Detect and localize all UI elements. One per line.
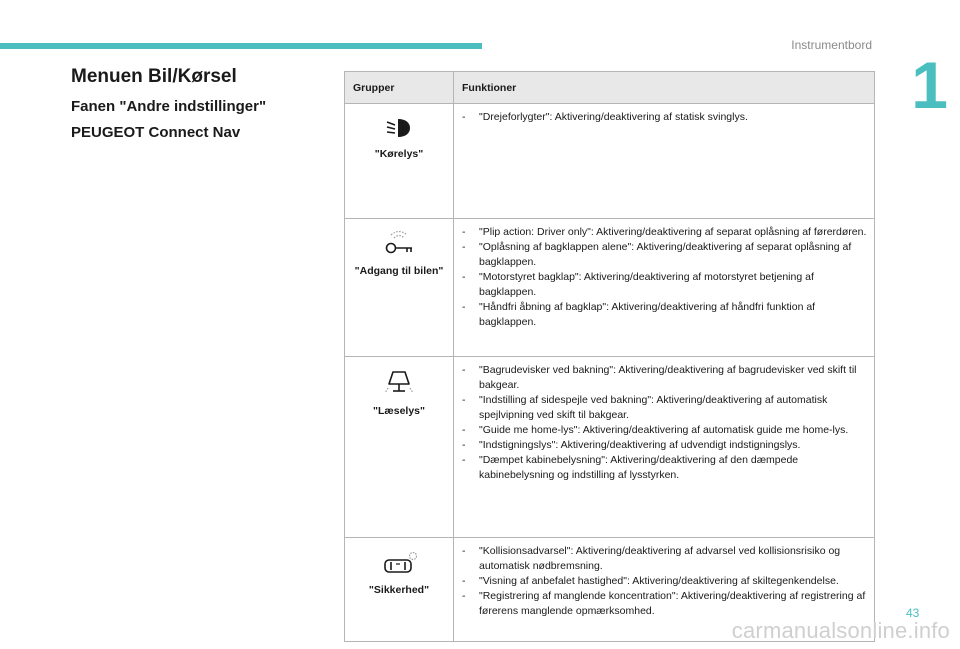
function-item: - "Indstigningslys": Aktivering/deaktivering af udvendigt indstigningslys.: [462, 438, 868, 453]
reading-lamp-icon: [382, 369, 416, 397]
function-item: - "Plip action: Driver only": Aktivering/deaktivering af separat oplåsning af førerdøren.: [462, 225, 868, 240]
tab-subtitle: Fanen "Andre indstillinger": [71, 98, 267, 115]
group-label: "Læselys": [373, 405, 425, 417]
function-item: - "Motorstyret bagklap": Aktivering/deaktivering af motorstyret betjening af bagklappen.: [462, 270, 868, 300]
chapter-number: 1: [911, 48, 948, 122]
function-item: - "Indstilling af sidespejle ved bakning": Aktivering/deaktivering af automatisk spejlvipning ved skift til bakgear.: [462, 393, 868, 423]
function-item: - "Guide me home-lys": Aktivering/deaktivering af automatisk guide me home-lys.: [462, 423, 868, 438]
table-header-row: [345, 72, 875, 104]
group-label: "Kørelys": [374, 148, 424, 160]
column-header-group: Grupper: [345, 72, 454, 104]
function-item: - "Bagrudevisker ved bakning": Aktivering/deaktivering af bagrudevisker ved skift til bakgear.: [462, 363, 868, 393]
group-cell: [345, 538, 454, 642]
section-title: Instrumentbord: [791, 38, 872, 52]
system-subtitle: PEUGEOT Connect Nav: [71, 124, 241, 141]
functions-cell: [454, 104, 875, 219]
function-item: - "Registrering af manglende koncentration": Aktivering/deaktivering af registrering af førerens manglende opmærksomhed.: [462, 589, 868, 619]
table-row: [345, 357, 875, 538]
remote-key-icon: [381, 231, 417, 257]
column-header-functions: Funktioner: [454, 72, 875, 104]
function-item: - "Kollisionsadvarsel": Aktivering/deaktivering af advarsel ved kollisionsrisiko og automatisk nødbremsning.: [462, 544, 868, 574]
group-cell: [345, 219, 454, 357]
function-item: - "Dæmpet kabinebelysning": Aktivering/deaktivering af den dæmpede kabinebelysning og indstilling af lysstyrken.: [462, 453, 868, 483]
header-accent-bar: [0, 43, 482, 49]
group-cell: [345, 357, 454, 538]
page-title: Menuen Bil/Kørsel: [71, 66, 237, 87]
group-label: "Adgang til bilen": [354, 265, 444, 277]
headlight-icon: [384, 116, 414, 140]
functions-cell: [454, 219, 875, 357]
function-item: - "Oplåsning af bagklappen alene": Aktivering/deaktivering af separat oplåsning af bagklappen.: [462, 240, 868, 270]
watermark: carmanualsonline.info: [731, 618, 950, 643]
page-number: 43: [906, 606, 920, 620]
table-row: [345, 219, 875, 357]
group-label: "Sikkerhed": [368, 584, 430, 596]
functions-table: [344, 71, 875, 642]
functions-cell: [454, 357, 875, 538]
function-item: - "Håndfri åbning af bagklap": Aktivering/deaktivering af håndfri funktion af bagklappen.: [462, 300, 868, 330]
table-row: [345, 104, 875, 219]
group-cell: [345, 104, 454, 219]
function-item: - "Visning af anbefalet hastighed": Aktivering/deaktivering af skiltegenkendelse.: [462, 574, 868, 589]
car-safety-icon: [379, 550, 419, 576]
function-item: - "Drejeforlygter": Aktivering/deaktivering af statisk svinglys.: [462, 110, 868, 125]
